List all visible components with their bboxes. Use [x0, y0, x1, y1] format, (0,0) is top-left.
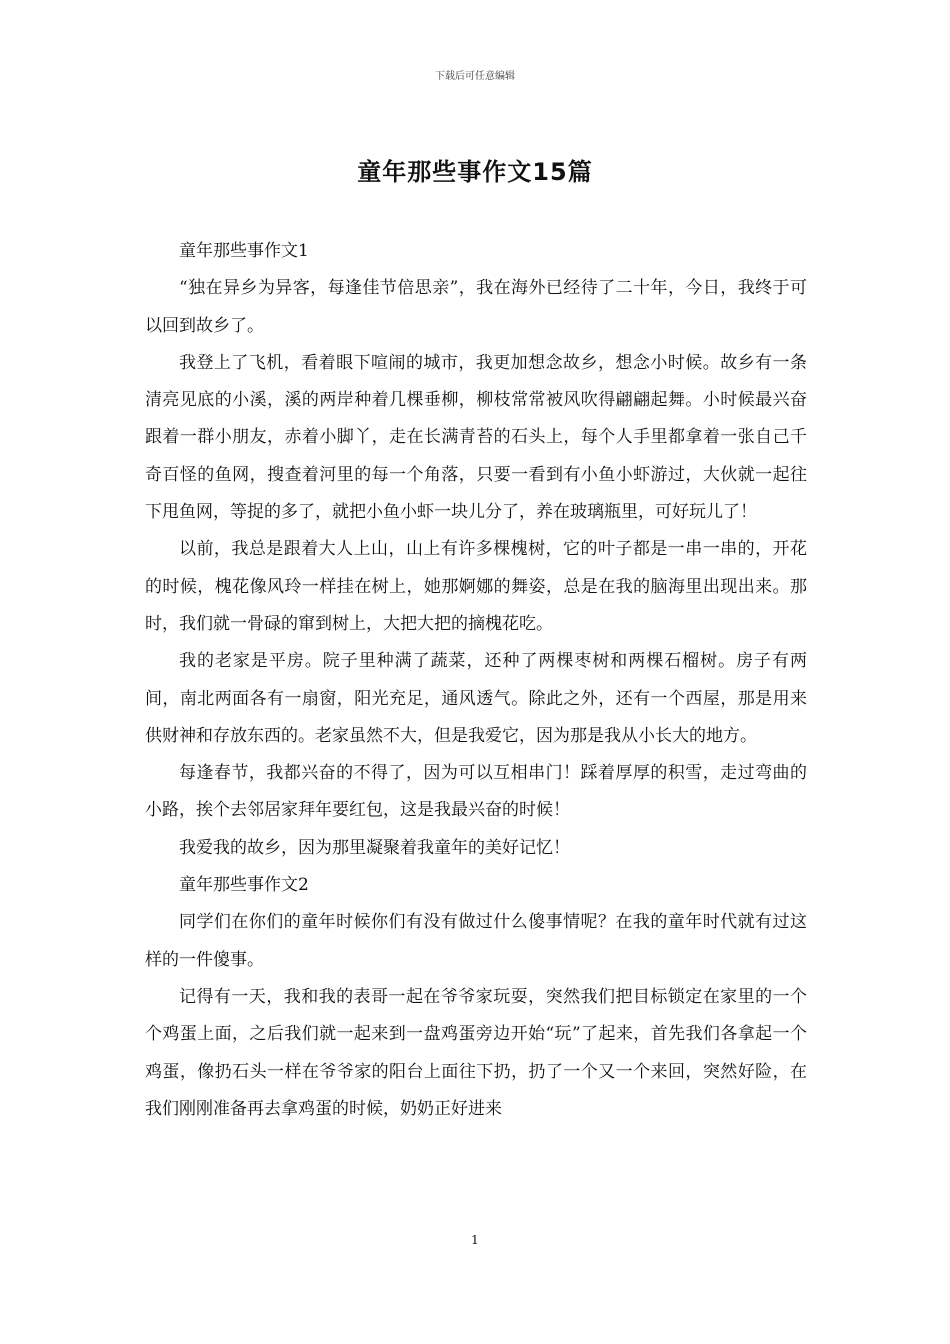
- paragraph: 我登上了飞机，看着眼下喧闹的城市，我更加想念故乡，想念小时候。故乡有一条清亮见底的小溪，溪的两岸种着几棵垂柳，柳枝常常被风吹得翩翩起舞。小时候最兴奋跟着一群小朋友，赤着小脚丫，走在长满青苔的石头上，每个人手里都拿着一张自己千奇百怪的鱼网，搜查着河里的每一个角落，只要一看到有小鱼小虾游过，大伙就一起往下甩鱼网，等捉的多了，就把小鱼小虾一块儿分了，养在玻璃瓶里，可好玩儿了！: [145, 352, 807, 523]
- paragraph-section-heading-2: 童年那些事作文2: [179, 875, 309, 896]
- paragraph: 每逢春节，我都兴奋的不得了，因为可以互相串门！踩着厚厚的积雪，走过弯曲的小路，挨个去邻居家拜年要红包，这是我最兴奋的时候！: [145, 763, 807, 821]
- paragraph: 我爱我的故乡，因为那里凝聚着我童年的美好记忆！: [179, 837, 570, 858]
- paragraph: 同学们在你们的童年时候你们有没有做过什么傻事情呢？在我的童年时代就有过这样的一件傻事。: [145, 912, 807, 970]
- page-number: 1: [471, 1233, 479, 1247]
- paragraph: “独在异乡为异客，每逢佳节倍思亲”，我在海外已经待了二十年，今日，我终于可以回到故乡了。: [145, 278, 807, 336]
- document-body: [145, 233, 807, 1128]
- paragraph: 我的老家是平房。院子里种满了蔬菜，还种了两棵枣树和两棵石榴树。房子有两间，南北两面各有一扇窗，阳光充足，通风透气。除此之外，还有一个西屋，那是用来供财神和存放东西的。老家虽然不大，但是我爱它，因为那是我从小长大的地方。: [145, 651, 807, 746]
- paragraph: 记得有一天，我和我的表哥一起在爷爷家玩耍，突然我们把目标锁定在家里的一个个鸡蛋上面，之后我们就一起来到一盘鸡蛋旁边开始“玩”了起来，首先我们各拿起一个鸡蛋，像扔石头一样在爷爷家的阳台上面往下扔，扔了一个又一个来回，突然好险，在我们刚刚准备再去拿鸡蛋的时候，奶奶正好进来: [145, 986, 807, 1119]
- paragraph-section-heading-1: 童年那些事作文1: [179, 241, 309, 261]
- document-title: 童年那些事作文15篇: [357, 158, 593, 186]
- paragraph: 以前，我总是跟着大人上山，山上有许多棵槐树，它的叶子都是一串一串的，开花的时候，槐花像风玲一样挂在树上，她那婀娜的舞姿，总是在我的脑海里出现出来。那时，我们就一骨碌的窜到树上，大把大把的摘槐花吃。: [145, 539, 807, 634]
- header-note: 下载后可任意编辑: [435, 71, 515, 82]
